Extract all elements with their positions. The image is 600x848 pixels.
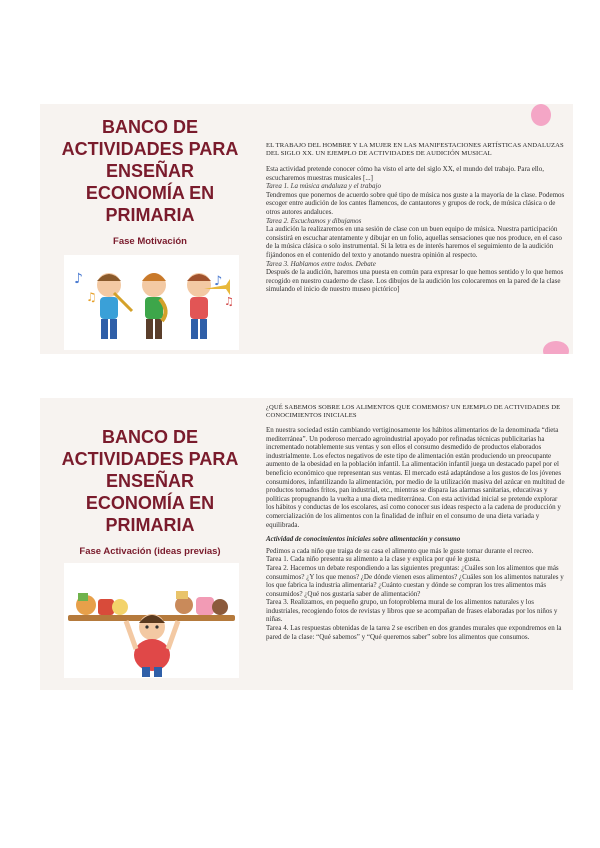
task-item: Tarea 2. Hacemos un debate respondiendo a las siguientes preguntas: ¿Cuáles son los alimentos que más consumimos? ¿Y los que menos? ¿De dónde vienen esos alimentos? ¿Cuáles son los alimentos naturales y los que fabrica la industria alimentaria? ¿Cuánto cuestan y dónde se compran los tres alimentos más consumidos? ¿Qué nos gustaría saber de alimentación? xyxy=(266,563,564,598)
svg-text:♫: ♫ xyxy=(86,290,97,304)
task-title: Tarea 2. Escuchamos y dibujamos xyxy=(266,216,362,225)
title-line: BANCO DE xyxy=(101,117,198,137)
title-line: ACTIVIDADES PARA xyxy=(61,449,239,469)
slide-title xyxy=(50,426,250,536)
slide-title xyxy=(50,116,250,226)
kid-food-illustration xyxy=(64,563,239,678)
activity-text xyxy=(266,142,567,354)
activity-title: Actividad de conocimientos iniciales sobre alimentación y consumo xyxy=(266,535,461,544)
title-line: ECONOMÍA EN xyxy=(85,493,215,513)
title-line: ECONOMÍA EN xyxy=(85,183,215,203)
kids-music-illustration xyxy=(64,255,239,350)
activity-text xyxy=(266,404,567,690)
task-item: Tarea 1. Cada niño presenta su alimento a la clase y explica por qué le gusta. xyxy=(266,555,481,564)
phase-label: Fase Activación (ideas previas) xyxy=(79,546,221,557)
intro-paragraph: En nuestra sociedad están cambiando vertiginosamente los hábitos alimentarios de la denominada “dieta mediterránea”. Un poderoso mercado agroindustrial apoyado por refinadas técnicas publicitarias ha incrementado notablemente sus ventas y son ellos el consumo desmedido de productos elaborados industrialmente. Los efectos negativos de este tipo de alimentación están produciendo un preocupante aumento de la obesidad en la población infantil. La alimentación infantil juega un destacado papel por el beneficio económico que representan sus ventas. El mercado está adaptándose a los gustos de los jóvenes consumidores, infantilizando la alimentación, por medio de la utilización masiva del azúcar en multitud de productos tomados fritos, pan industrial, etc., mientras se dispara las alarmas sanitarias, educativas y políticas propugnando la vuelta a una dieta mediterránea. Con esta actividad inicial se pretende explorar los hábitos y conductas de los escolares, así como conocer sus ideas respecto a la cadena de producción y comercialización de los alimentos con la finalidad de influir en el consumo de una dieta variada y equilibrada. xyxy=(266,426,565,529)
activity-intro: Pedimos a cada niño que traiga de su casa el alimento que más le guste tomar durante el recreo. xyxy=(266,546,534,555)
svg-text:♪: ♪ xyxy=(74,271,83,287)
title-line: PRIMARIA xyxy=(105,515,195,535)
phase-label: Fase Motivación xyxy=(113,236,187,247)
task-text: Después de la audición, haremos una puesta en común para expresar lo que hemos sentido y lo que hemos recogido en nuestro cuaderno de clase. Los dibujos de la audición los colocaremos en la pared de la clase simulando el inicio de nuestro museo pictórico] xyxy=(266,268,564,294)
section-title: EL TRABAJO DEL HOMBRE Y LA MUJER EN LAS MANIFESTACIONES ARTÍSTICAS ANDALUZAS DEL SIGLO XX. UN EJEMPLO DE ACTIVIDADES DE AUDICIÓN MUSICAL xyxy=(266,142,564,157)
task-text: La audición la realizaremos en una sesión de clase con un buen equipo de música. Nuestra participación consistirá en escuchar atentamente y dibujar en un folio, aquellas sensaciones que nos produce, en el caso de la música clásica o solo instrumental. Si la letra es de interés haremos el seguimiento de la audición fijándonos en el contenido del texto y anotando nuestra opinión al respecto. xyxy=(266,225,562,259)
svg-text:♪: ♪ xyxy=(214,274,223,289)
slide-motivacion xyxy=(40,104,573,354)
title-line: ENSEÑAR xyxy=(105,161,194,181)
intro-paragraph: Esta actividad pretende conocer cómo ha visto el arte del siglo XX, el mundo del trabajo. Para ello, escucharemos muestras musicales [...] xyxy=(266,165,544,182)
musicians-image xyxy=(64,255,239,350)
task-title: Tarea 3. Hablamos entre todos. Debate xyxy=(266,259,376,268)
slide-activacion xyxy=(40,398,573,690)
task-item: Tarea 3. Realizamos, en pequeño grupo, un fotoproblema mural de los alimentos naturales y los industriales, recogiendo fotos de revistas y libros que se acompañan de frases elaboradas por los niños y niñas. xyxy=(266,598,558,624)
task-text: Tendremos que ponernos de acuerdo sobre qué tipo de música nos guste a la mayoría de la clase. Podemos escoger entre audición de los cantes flamencos, de cantautores y grupos de rock, de música clásica o de otros autores andaluces. xyxy=(266,190,565,216)
slide-left-panel xyxy=(40,398,258,690)
decorative-pink-circle xyxy=(531,104,551,126)
title-line: BANCO DE xyxy=(101,427,198,447)
task-title: Tarea 1. La música andaluza y el trabajo xyxy=(266,182,381,191)
title-line: ACTIVIDADES PARA xyxy=(61,139,239,159)
svg-text:♫: ♫ xyxy=(224,295,234,308)
title-line: PRIMARIA xyxy=(105,205,195,225)
task-item: Tarea 4. Las respuestas obtenidas de la tarea 2 se escriben en dos grandes murales que expondremos en la pared de la clase: “Qué sabemos” y “Qué queremos saber” sobre los alimentos que consumos. xyxy=(266,624,562,641)
title-line: ENSEÑAR xyxy=(105,471,194,491)
food-balance-image xyxy=(64,563,239,678)
section-title: ¿QUÉ SABEMOS SOBRE LOS ALIMENTOS QUE COMEMOS? UN EJEMPLO DE ACTIVIDADES DE CONOCIMIENTOS INICIALES xyxy=(266,404,561,419)
slide-left-panel xyxy=(40,104,258,354)
